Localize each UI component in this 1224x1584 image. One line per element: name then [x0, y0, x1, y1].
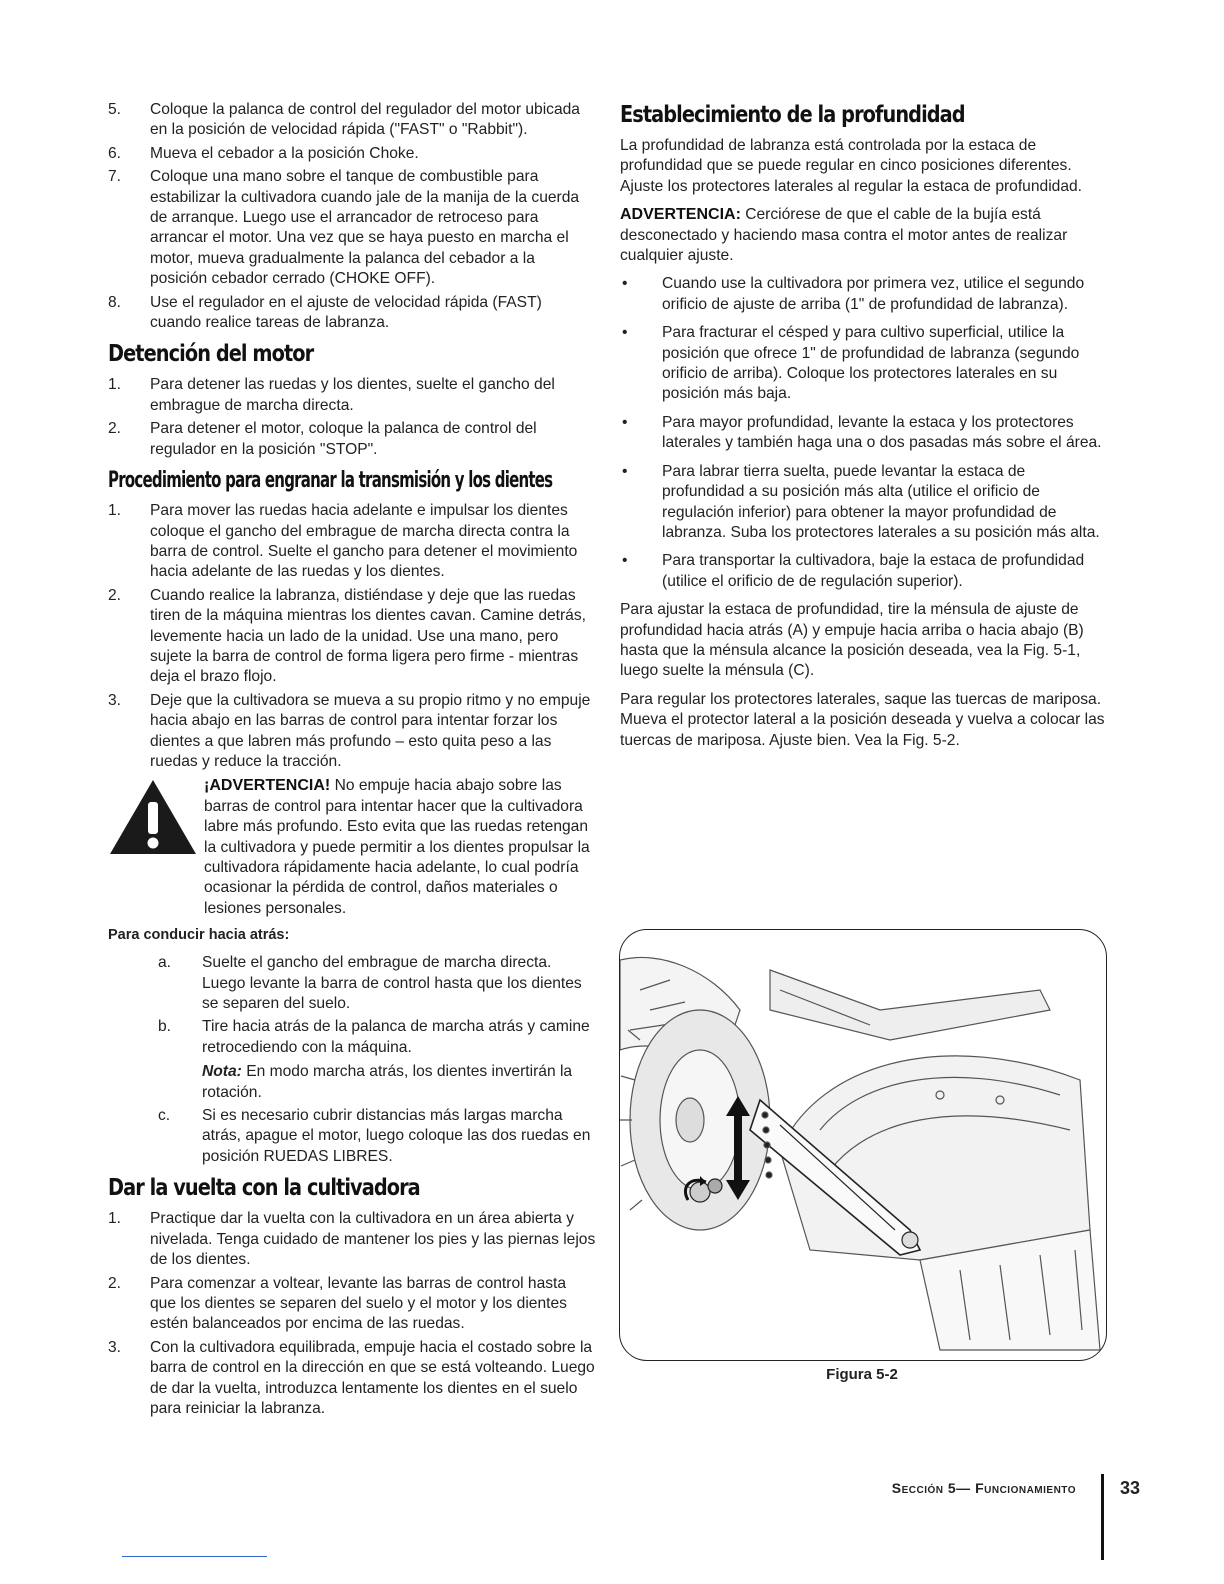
turn-heading: Dar la vuelta con la cultivadora [108, 1175, 420, 1202]
depth-warning-title: ADVERTENCIA: [620, 206, 741, 224]
shields-paragraph: Para regular los protectores laterales, saque las tuercas de mariposa. Mueva el protector lateral a la posición deseada y vuelva a colocar las tuercas de mariposa. Ajuste bien. Vea la Fig. 5-2. [620, 690, 1105, 749]
engage-steps-list [108, 501, 596, 772]
depth-warning-text: Cerciórese de que el cable de la bujía está desconectado y haciendo masa contra el motor antes de realizar cualquier ajuste. [620, 206, 1068, 265]
list-item: a. Suelte el gancho del embrague de marcha directa. Luego levante la barra de control hasta que los dientes se separen del suelo. [158, 954, 582, 1013]
warning-paragraph [204, 776, 596, 919]
bottom-rule [122, 1556, 267, 1557]
depth-intro: La profundidad de labranza está controlada por la estaca de profundidad que se puede regular en cinco posiciones diferentes. Ajuste los protectores laterales al regular la estaca de profundidad. [620, 137, 1083, 195]
page-number: 33 [1120, 1478, 1141, 1498]
list-item: 2. Cuando realice la labranza, distiéndase y deje que las ruedas tiren de la máquina mientras los dientes cavan. Camine detrás, levemente hacia un lado de la unidad. Use una mano, pero sujete la barra de control de forma ligera pero firme - mientras deja el brazo flojo. [108, 586, 586, 686]
warning-text: No empuje hacia abajo sobre las barras de control para intentar hacer que la cultivadora labre más profundo. Esto evita que las ruedas retengan la cultivadora y puede permitir a los dientes propulsar la cultivadora rápidamente hacia adelante, lo cual podría ocasionar la pérdida de control, daños materiales o lesiones personales. [204, 777, 590, 917]
list-item: 5. Coloque la palanca de control del regulador del motor ubicada en la posición de velocidad rápida ("FAST" o "Rabbit"). [108, 101, 580, 139]
depth-heading: Establecimiento de la profundidad [620, 102, 965, 128]
note-text: En modo marcha atrás, los dientes invertirán la rotación. [202, 1063, 573, 1101]
right-column [620, 100, 1108, 759]
figure-caption: Figura 5-2 [826, 1366, 898, 1383]
list-item: • Para labrar tierra suelta, puede levantar la estaca de profundidad a su posición más alta (utilice el orificio de regulación inferior) para obtener la mayor profundidad de labranza. Suba los protectores laterales a su posición más alta. [622, 462, 1100, 541]
section-footer: Sección 5— Funcionamiento [891, 1480, 1076, 1496]
reverse-steps-list [158, 953, 596, 1167]
list-item: • Para fracturar el césped y para cultivo superficial, utilice la posición que ofrece 1" de profundidad de labranza (segundo orificio de arriba). Coloque los protectores laterales en su posición más baja. [622, 324, 1080, 403]
engage-heading: Procedimiento para engranar la transmisión y los dientes [108, 468, 553, 494]
reverse-heading: Para conducir hacia atrás: [108, 927, 290, 944]
note-label: Nota: [202, 1063, 242, 1081]
figure-5-2 [619, 929, 1107, 1361]
list-item: 3. Con la cultivadora equilibrada, empuje hacia el costado sobre la barra de control en la dirección en que se está volteando. Luego de dar la vuelta, introduzca lentamente los dientes en el suelo para reiniciar la labranza. [108, 1338, 595, 1417]
depth-warning [620, 205, 1108, 266]
note [202, 1062, 596, 1103]
list-item: • Cuando use la cultivadora por primera vez, utilice el segundo orificio de ajuste de arriba (1" de profundidad de labranza). [622, 275, 1085, 313]
list-item: 3. Deje que la cultivadora se mueva a su propio ritmo y no empuje hacia abajo en las barras de control para intentar forzar los dientes a que labren más profundo – esto quita peso a las ruedas y reduce la tracción. [108, 691, 591, 770]
list-item: 8. Use el regulador en el ajuste de velocidad rápida (FAST) cuando realice tareas de labranza. [108, 293, 542, 332]
list-item: 6. Mueva el cebador a la posición Choke. [108, 144, 419, 162]
list-item: 1. Practique dar la vuelta con la cultivadora en un área abierta y nivelada. Tenga cuidado de mantener los pies y las piernas lejos de los dientes. [108, 1210, 596, 1269]
footer-divider [1101, 1474, 1104, 1560]
turn-steps-list [108, 1209, 596, 1419]
list-item: 2. Para comenzar a voltear, levante las barras de control hasta que los dientes se separen del suelo y el motor y los dientes estén balanceados por encima de las ruedas. [108, 1274, 567, 1333]
list-item: • Para mayor profundidad, levante la estaca y los protectores laterales y también haga una o dos pasadas más sobre el área. [622, 413, 1102, 452]
list-item: b. Tire hacia atrás de la palanca de marcha atrás y camine retrocediendo con la máquina. Nota: En modo marcha atrás, los dientes invertirán la rotación. [158, 1017, 596, 1103]
list-item: 7. Coloque una mano sobre el tanque de combustible para estabilizar la cultivadora cuando jale de la manija de la cuerda de arranque. Luego use el arrancador de retroceso para arrancar el motor. Una vez que se haya puesto en marcha el motor, mueva gradualmente la palanca del cebador a la posición cebador cerrado (CHOKE OFF). [108, 168, 580, 288]
list-item: 1. Para detener las ruedas y los dientes, suelte el gancho del embrague de marcha directa. [108, 376, 555, 414]
list-item: c. Si es necesario cubrir distancias más largas marcha atrás, apague el motor, luego coloque las dos ruedas en posición RUEDAS LIBRES. [158, 1107, 591, 1165]
adjust-paragraph: Para ajustar la estaca de profundidad, tire la ménsula de ajuste de profundidad hacia atrás (A) y empuje hacia arriba o hacia abajo (B) hasta que la ménsula alcance la posición deseada, vea la Fig. 5-1, luego suelte la ménsula (C). [620, 601, 1084, 680]
warning-box [108, 776, 596, 919]
start-steps-list [108, 100, 596, 333]
left-column [108, 100, 596, 1422]
stop-heading: Detención del motor [108, 341, 314, 368]
list-item: • Para transportar la cultivadora, baje la estaca de profundidad (utilice el orificio de de regulación superior). [622, 552, 1085, 590]
depth-bullets [620, 274, 1108, 592]
warning-title: ¡ADVERTENCIA! [204, 777, 331, 795]
stop-steps-list [108, 375, 596, 460]
list-item: 1. Para mover las ruedas hacia adelante e impulsar los dientes coloque el gancho del embrague de marcha directa contra la barra de control. Suelte el gancho para detener el movimiento hacia adelante de las ruedas y los dientes. [108, 502, 578, 581]
list-item: 2. Para detener el motor, coloque la palanca de control del regulador en la posición "STOP". [108, 420, 537, 458]
tiller-depth-illustration [620, 930, 1106, 1360]
warning-triangle-icon [108, 778, 198, 856]
